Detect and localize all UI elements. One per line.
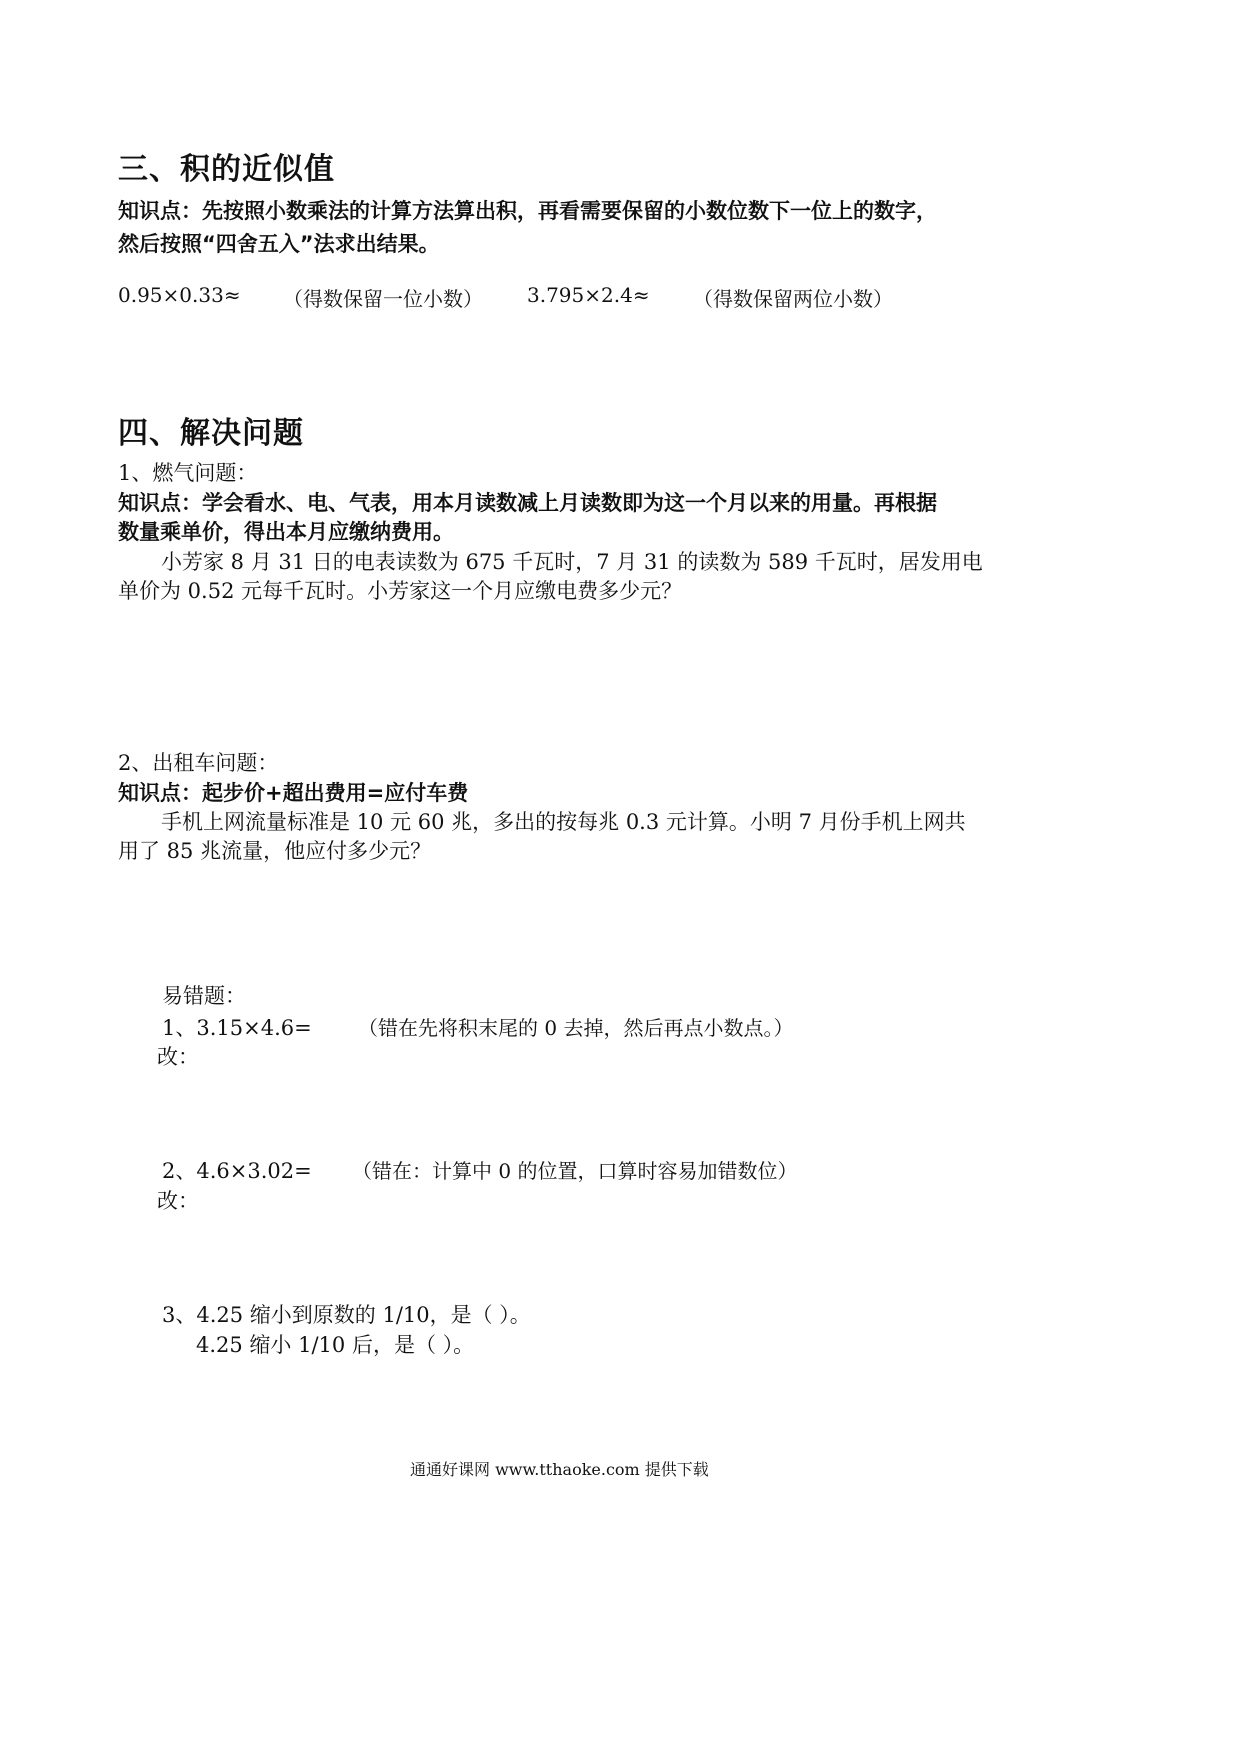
error-3-line1: 3、4.25 缩小到原数的 1/10，是（ ）。	[162, 1303, 531, 1327]
error-1-note: （错在先将积末尾的 0 去掉，然后再点小数点。）	[358, 1016, 794, 1040]
problem-2-text-line1: 手机上网流量标准是 10 元 60 兆，多出的按每兆 0.3 元计算。小明 7 月份手机上网共	[161, 810, 966, 834]
exercise-2-note: （得数保留两位小数）	[693, 287, 893, 311]
problem-1-knowledge-line2: 数量乘单价，得出本月应缴纳费用。	[118, 520, 454, 544]
error-2-note: （错在：计算中 0 的位置，口算时容易加错数位）	[352, 1159, 798, 1183]
footer-text: 通通好课网 www.tthaoke.com 提供下载	[410, 1460, 709, 1479]
problem-2-heading: 2、出租车问题：	[118, 751, 279, 775]
problem-1-knowledge-line1: 知识点：学会看水、电、气表，用本月读数减上月读数即为这一个月以来的用量。再根据	[118, 491, 937, 515]
section3-knowledge-line1: 知识点：先按照小数乘法的计算方法算出积，再看需要保留的小数位数下一位上的数字，	[118, 199, 937, 223]
exercise-2-expression: 3.795×2.4≈	[527, 283, 650, 307]
problem-2-text-line2: 用了 85 兆流量，他应付多少元？	[118, 839, 432, 863]
section3-knowledge-line2: 然后按照“四舍五入”法求出结果。	[118, 232, 440, 256]
error-2-expression: 2、4.6×3.02=	[162, 1159, 312, 1183]
problem-2-knowledge: 知识点：起步价+超出费用=应付车费	[118, 781, 469, 805]
exercise-1-expression: 0.95×0.33≈	[118, 283, 241, 307]
section3-title: 三、积的近似值	[118, 152, 335, 187]
section4-title: 四、解决问题	[118, 416, 304, 451]
problem-1-text-line1: 小芳家 8 月 31 日的电表读数为 675 千瓦时，7 月 31 的读数为 589 千瓦时，居发用电	[161, 550, 983, 574]
error-3-line2: 4.25 缩小 1/10 后，是（ ）。	[196, 1333, 475, 1357]
error-1-expression: 1、3.15×4.6=	[162, 1016, 312, 1040]
problem-1-heading: 1、燃气问题：	[118, 461, 258, 485]
exercise-1-note: （得数保留一位小数）	[283, 287, 483, 311]
problem-1-text-line2: 单价为 0.52 元每千瓦时。小芳家这一个月应缴电费多少元？	[118, 579, 683, 603]
error-2-correction: 改：	[157, 1189, 199, 1213]
error-1-correction: 改：	[157, 1045, 199, 1069]
error-prone-title: 易错题：	[162, 984, 246, 1008]
